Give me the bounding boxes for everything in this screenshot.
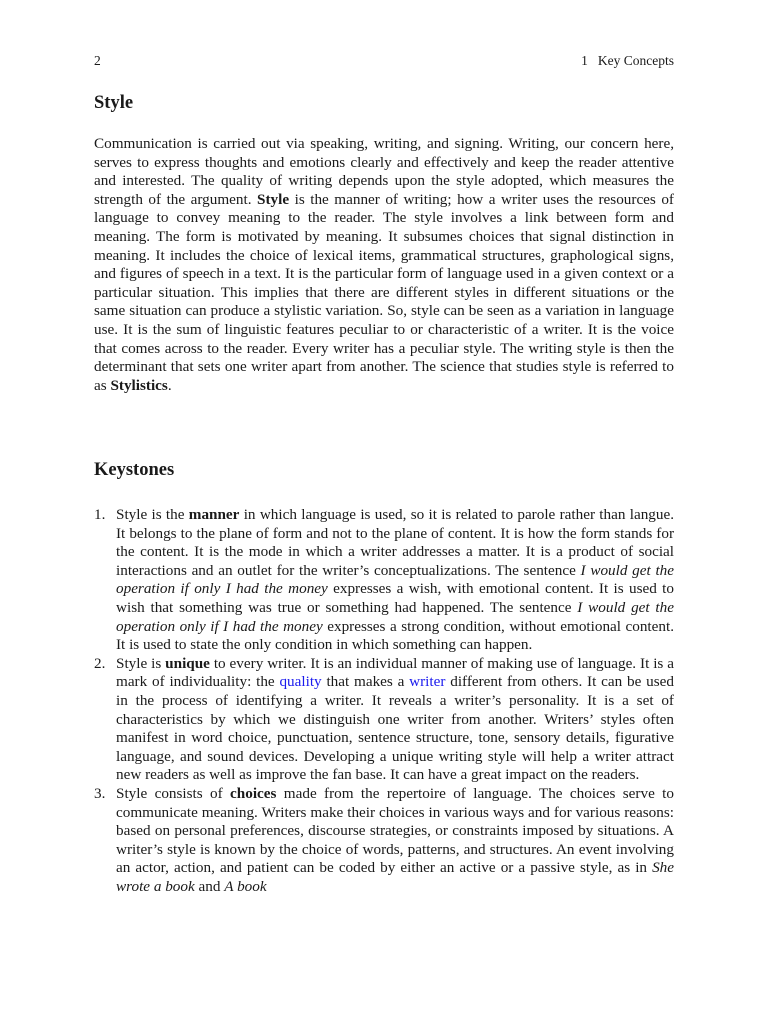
example-sentence: I would get the operation if only I had the money (116, 561, 674, 598)
section-heading-keystones: Keystones (94, 460, 175, 480)
list-number: 2. (94, 654, 106, 672)
example-sentence: She wrote a book (116, 859, 674, 895)
text-run: expresses a strong condition, without emotional content. It is used to state the only condition in which something can happen. (116, 617, 675, 654)
term-unique: unique (165, 654, 210, 672)
text-run: to every writer. It is an individual manner of making use of language. It is a mark of individuality: the (116, 654, 674, 691)
text-run: expresses a wish, with emotional content. It is used to wish that something was true or something had happened. The sentence (116, 580, 674, 616)
link-quality[interactable]: quality (279, 673, 322, 691)
text-run: Communication is carried out via speaking, writing, and signing. Writing, our concern here, serves to express thoughts and emotions clearly and effectively and keep the reader attentive and interested. The quality of writing depends upon the style adopted, which measures the strength of the argument. (94, 135, 674, 208)
chapter-header (581, 53, 674, 69)
chapter-number: 1 (581, 53, 588, 68)
example-sentence: I would get the operation only if I had the money (116, 598, 674, 635)
term-manner: manner (188, 506, 240, 523)
list-number: 3. (94, 784, 106, 802)
term-choices: choices (230, 784, 277, 802)
text-run: Style consists of (116, 784, 231, 802)
keystone-item-3 (94, 785, 674, 897)
term-stylistics: Stylistics (110, 376, 168, 394)
text-run: Style is (116, 654, 166, 672)
text-run: Style is the (116, 506, 189, 523)
keystones-list (94, 506, 674, 896)
text-run: different from others. It can be used in the process of identifying a writer. It reveals a writer’s personality. It is a set of characteristics by which we distinguish one writer from another. Writers’ styles often manifest in word choice, punctuation, sentence structure, tone, sensory details, figurative language, and sound devices. Developing a unique writing style will help a writer attract new readers as well as improve the fan base. It can have a great impact on the readers. (116, 673, 674, 784)
text-run: . (167, 376, 172, 394)
term-style: Style (257, 190, 290, 208)
chapter-title: Key Concepts (597, 53, 674, 68)
style-paragraph (94, 135, 674, 395)
page-number: 2 (94, 53, 101, 68)
link-writer[interactable]: writer (409, 673, 446, 691)
text-run: is the manner of writing; how a writer uses the resources of language to convey meaning to the reader. The style involves a link between form and meaning. The form is motivated by meaning. It subsumes choices that signal distinction in meaning. It includes the choice of lexical items, grammatical structures, graphological signs, and figures of speech in a text. It is the particular form of language used in a given context or a particular situation. This implies that there are different styles in different situations or the same situation can produce a stylistic variation. So, style can be seen as a variation in language use. It is the sum of linguistic features peculiar to or characteristic of a writer. It is the voice that comes across to the reader. Every writer has a peculiar style. The writing style is then the determinant that sets one writer apart from another. The science that studies style is referred to as (94, 190, 674, 394)
section-heading-style: Style (94, 93, 134, 113)
example-sentence: A book (224, 877, 267, 895)
keystone-item-1 (94, 506, 674, 655)
list-number: 1. (94, 506, 106, 523)
keystone-item-2 (94, 655, 674, 785)
text-run: that makes a (321, 673, 410, 691)
text-run: in which language is used, so it is related to parole rather than langue. It belongs to the plane of form and not to the plane of content. It is how the form stands for the content. It is the mode in which a writer addresses a matter. It is a product of social interactions and an outlet for the writer’s conceptualizations. The sentence (116, 506, 675, 579)
text-run: and (194, 877, 225, 895)
text-run: made from the repertoire of language. The choices serve to communicate meaning. Writers make their choices in various ways and for various reasons: based on personal preferences, discourse strategies, or constraints imposed by situations. A writer’s style is known by the choice of words, patterns, and structures. An event involving an actor, action, and patient can be coded by either an active or a passive style, as in (116, 784, 674, 877)
